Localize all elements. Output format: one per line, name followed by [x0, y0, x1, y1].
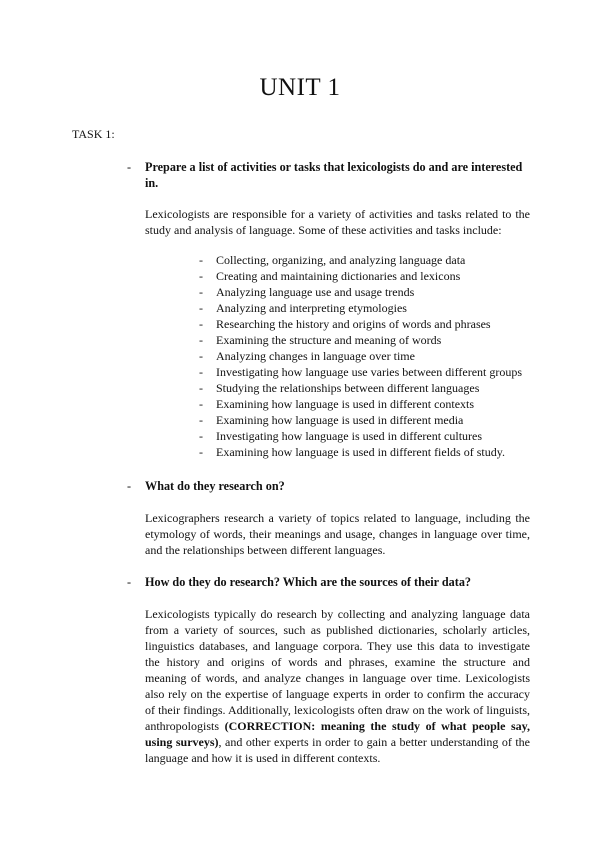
list-item: - Examining how language is used in different fields of study.	[199, 444, 539, 460]
list-item: - Investigating how language is used in different cultures	[199, 428, 539, 444]
answer-3	[145, 606, 530, 766]
unit-title: UNIT 1	[259, 74, 341, 101]
list-item: - Creating and maintaining dictionaries and lexicons	[199, 268, 539, 284]
question-2	[127, 478, 532, 494]
list-item: - Analyzing language use and usage trends	[199, 284, 539, 300]
list-item: - Examining the structure and meaning of words	[199, 332, 539, 348]
list-item: - Analyzing changes in language over time	[199, 348, 539, 364]
question-2-marker: -	[127, 479, 132, 493]
question-3	[127, 574, 532, 590]
list-item: - Analyzing and interpreting etymologies	[199, 300, 539, 316]
answer-1-intro: Lexicologists are responsible for a variety of activities and tasks related to the study and analysis of language. Some of these activities and tasks include:	[145, 207, 530, 237]
activities-list	[199, 252, 539, 460]
task-label: TASK 1:	[72, 127, 115, 141]
question-3-text: How do they do research? Which are the sources of their data?	[145, 575, 472, 589]
answer-3-part-1: Lexicologists typically do research by collecting and analyzing language data from a variety of sources, such as published dictionaries, scholarly articles, linguistics databases, and language corpora. They use this data to investigate the history and origins of words and phrases, examine the structure and meaning of words, and analyze changes in language over time. Lexicologists also rely on the expertise of language experts in order to confirm the accuracy of their findings. Additionally, lexicologists often draw on the work of linguists, anthropologists	[145, 607, 530, 733]
correction-note: (CORRECTION: meaning the study of what people say, using surveys)	[145, 719, 530, 749]
answer-2: Lexicographers research a variety of topics related to language, including the etymology of words, their meanings and usage, changes in language over time, and the relationships between different languages.	[145, 511, 530, 557]
question-1-marker: -	[127, 160, 132, 174]
list-item: - Examining how language is used in different media	[199, 412, 539, 428]
list-item: - Examining how language is used in different contexts	[199, 396, 539, 412]
question-1-text: Prepare a list of activities or tasks that lexicologists do and are interested in.	[145, 160, 523, 190]
question-1	[127, 159, 532, 191]
list-item: - Researching the history and origins of words and phrases	[199, 316, 539, 332]
question-3-marker: -	[127, 575, 132, 589]
question-2-text: What do they research on?	[145, 479, 285, 493]
list-item: - Investigating how language use varies between different groups	[199, 364, 539, 380]
list-item: - Studying the relationships between different languages	[199, 380, 539, 396]
answer-3-part-2: , and other experts in order to gain a better understanding of the language and how it is used in different contexts.	[145, 735, 530, 765]
list-item: - Collecting, organizing, and analyzing language data	[199, 252, 539, 268]
